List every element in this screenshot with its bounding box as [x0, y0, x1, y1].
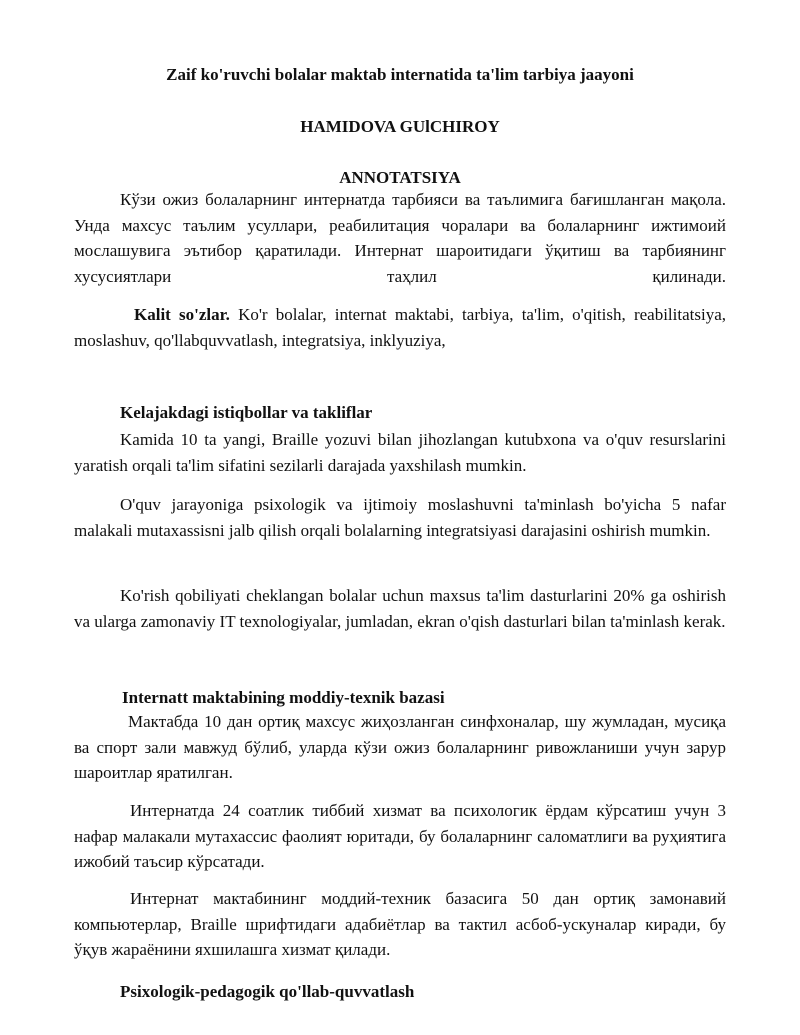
section-paragraph: Ko'rish qobiliyati cheklangan bolalar uchun maxsus ta'lim dasturlarini 20% ga oshirish va ularga zamonaviy IT texnologiyalar, jumladan, ekran o'qish dasturlari bilan ta'minlash kerak.	[74, 586, 726, 631]
document-title: Zaif ko'ruvchi bolalar maktab internatida ta'lim tarbiya jaayoni	[166, 65, 634, 84]
keywords-label: Kalit so'zlar.	[134, 305, 230, 324]
annotation-heading: ANNOTATSIYA	[339, 168, 461, 187]
section-heading-material-base: Internatt maktabining moddiy-texnik bazasi	[122, 688, 445, 707]
section-paragraph: O'quv jarayoniga psixologik va ijtimoiy moslashuvni ta'minlash bo'yicha 5 nafar malakali mutaxassisni jalb qilish orqali bolalarning integratsiyasi darajasini oshirish mumkin.	[74, 495, 726, 540]
author-name: HAMIDOVA GUlCHIROY	[300, 117, 500, 136]
annotation-paragraph: Кўзи ожиз болаларнинг интернатда тарбияси ва таълимига бағишланган мақола. Унда махсус таълим усуллари, реабилитация чоралари ва болаларнинг ижтимоий мослашувига эътибор қаратилади. Интернат шароитидаги ўқитиш ва тарбиянинг хусусиятлари таҳлил қилинади.	[74, 190, 726, 286]
keywords-text: Ko'r bolalar, internat maktabi, tarbiya, ta'lim, o'qitish, reabilitatsiya, moslashuv, qo'llabquvvatlash, integratsiya, inklyuziya,	[74, 305, 726, 350]
keywords-paragraph	[74, 302, 726, 353]
section-paragraph: Интернат мактабининг моддий-техник базасига 50 дан ортиқ замонавий компьютерлар, Braille шрифтидаги адабиётлар ва тактил асбоб-ускуналар киради, бу ўқув жараёнини яхшилашга хизмат қилади.	[74, 889, 726, 959]
section-paragraph: Интернатда 24 соатлик тиббий хизмат ва психологик ёрдам кўрсатиш учун 3 нафар малакали мутахассис фаолият юритади, бу болаларнинг саломатлиги ва руҳиятига ижобий таъсир кўрсатади.	[74, 801, 726, 871]
section-heading-prospects: Kelajakdagi istiqbollar va takliflar	[120, 403, 373, 422]
section-paragraph: Мактабда 10 дан ортиқ махсус жиҳозланган синфхоналар, шу жумладан, мусиқа ва спорт зали мавжуд бўлиб, уларда кўзи ожиз болаларнинг ривожланиши учун зарур шароитлар яратилган.	[74, 712, 726, 782]
section-paragraph: Kamida 10 ta yangi, Braille yozuvi bilan jihozlangan kutubxona va o'quv resurslarini yaratish orqali ta'lim sifatini sezilarli darajada yaxshilash mumkin.	[74, 430, 726, 475]
section-heading-psych-support: Psixologik-pedagogik qo'llab-quvvatlash	[120, 982, 415, 1001]
